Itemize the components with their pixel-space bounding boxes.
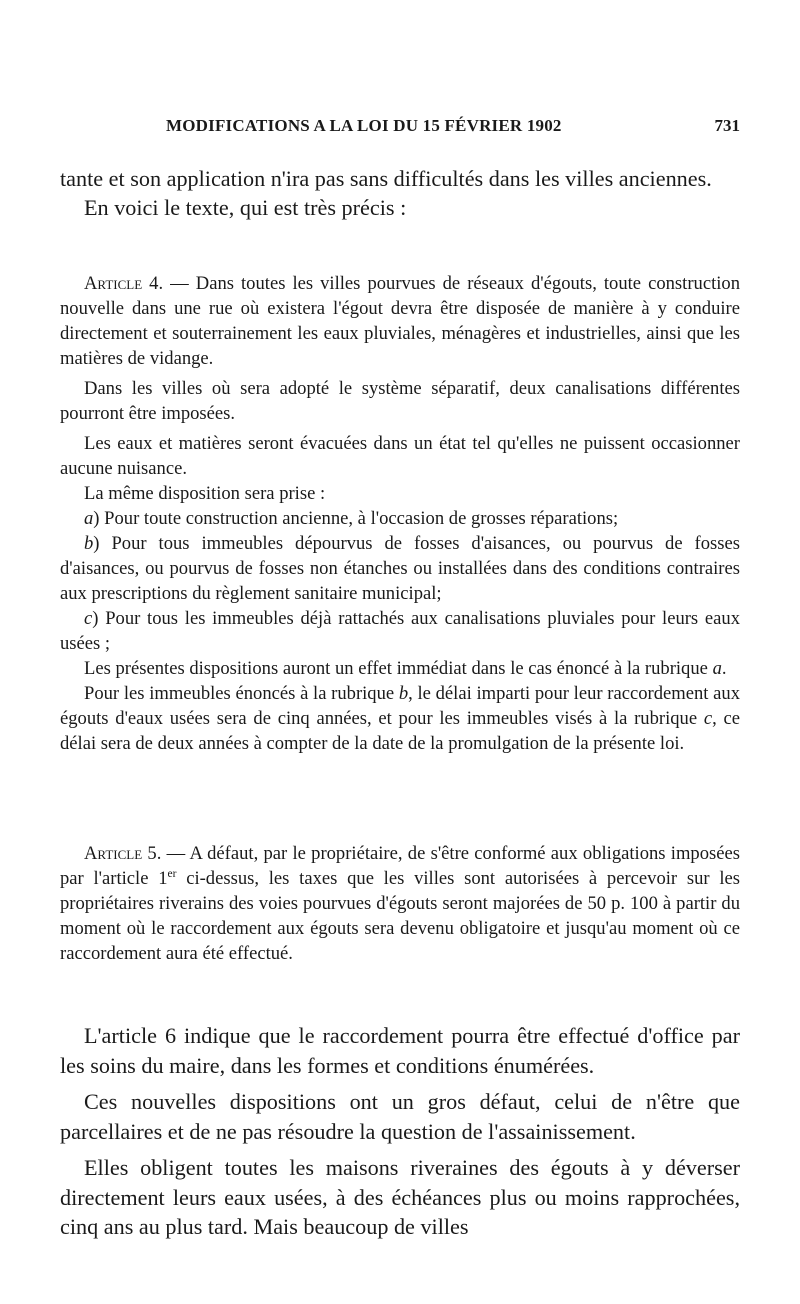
commentary-paragraph-3: Elles obligent toutes les maisons riveraines des égouts à y déverser directement leurs eaux usées, à des échéances plus ou moins rapprochées, cinq ans au plus tard. Mais beaucoup de villes [60, 1155, 740, 1239]
item-a-text: ) Pour toute construction ancienne, à l'occasion de grosses réparations; [93, 508, 619, 529]
paragraph-6-mid: , le délai imparti pour leur raccordement aux égouts d'eaux usées sera de cinq années, et pour les immeubles visés à la rubrique [60, 683, 740, 729]
article-4-item-b [60, 531, 740, 606]
commentary-text [60, 1021, 740, 1242]
article-4-paragraph-3: Les eaux et matières seront évacuées dans un état tel qu'elles ne puissent occasionner aucune nuisance. [60, 433, 740, 479]
intro-paragraph-2: En voici le texte, qui est très précis : [84, 195, 407, 220]
article-4-item-c [60, 606, 740, 656]
page-header [60, 116, 740, 140]
paragraph-6-letter-b: b [398, 683, 409, 704]
article-4-text: — Dans toutes les villes pourvues de réseaux d'égouts, toute construction nouvelle dans une rue où existera l'égout devra être disposée de manière à y conduire directement et souterrainement les eaux pluviales, ménagères et industrielles, ainsi que les matières de vidange. [60, 273, 740, 369]
paragraph-5-text: Les présentes dispositions auront un effet immédiat dans le cas énoncé à la rubrique [84, 658, 713, 679]
paragraph-6-end: , ce délai sera de deux années à compter de la date de la promulgation de la présente loi. [60, 708, 740, 754]
running-title: MODIFICATIONS A LA LOI DU 15 FÉVRIER 1902 [166, 116, 562, 135]
article-4-paragraph-6 [60, 681, 740, 756]
item-b-text: ) Pour tous immeubles dépourvus de fosses d'aisances, ou pourvus de fosses d'aisances, ou pourvus de fosses non étanches ou installées dans des conditions contraires aux prescriptions du règlement sanitaire municipal; [60, 533, 740, 604]
article-4-paragraph-5 [60, 656, 740, 681]
paragraph-6-letter-c: c [703, 708, 713, 729]
article-5-text-end: ci-dessus, les taxes que les villes sont autorisées à percevoir sur les propriétaires riverains des voies pourvues d'égouts seront majorées de 50 p. 100 à partir du moment où le raccordement aux égouts sera devenu obligatoire et jusqu'au moment où ce raccordement aura été effectué. [60, 868, 740, 964]
intro-paragraph-1: tante et son application n'ira pas sans difficultés dans les villes anciennes. [60, 166, 712, 191]
paragraph-5-letter: a [712, 658, 722, 679]
article-5-superscript: er [167, 867, 177, 880]
paragraph-5-end: . [721, 658, 727, 679]
item-a-letter: a [84, 508, 94, 529]
item-b-letter: b [84, 533, 94, 554]
article-4-item-a [60, 506, 740, 531]
commentary-paragraph-2: Ces nouvelles dispositions ont un gros défaut, celui de n'être que parcellaires et de ne pas résoudre la question de l'assainissement. [60, 1089, 740, 1144]
article-4-paragraph-1 [60, 271, 740, 371]
article-5-text-start: — A défaut, par le propriétaire, de s'être conformé aux obligations imposées par l'article 1 [60, 843, 740, 889]
article-5-label: Article 5. [84, 843, 162, 864]
article-4 [60, 271, 740, 756]
intro-text [60, 164, 740, 222]
page-number: 731 [714, 116, 740, 135]
item-c-text: ) Pour tous les immeubles déjà rattachés aux canalisations pluviales pour leurs eaux usées ; [60, 608, 740, 654]
article-5-paragraph [60, 841, 740, 966]
paragraph-6-start: Pour les immeubles énoncés à la rubrique [84, 683, 399, 704]
commentary-paragraph-1: L'article 6 indique que le raccordement pourra être effectué d'office par les soins du maire, dans les formes et conditions énumérées. [60, 1023, 740, 1078]
article-4-paragraph-4: La même disposition sera prise : [84, 483, 326, 504]
item-c-letter: c [84, 608, 93, 629]
article-4-paragraph-2: Dans les villes où sera adopté le système séparatif, deux canalisations différentes pourront être imposées. [60, 378, 740, 424]
article-4-label: Article 4. [84, 273, 164, 294]
article-5 [60, 841, 740, 966]
